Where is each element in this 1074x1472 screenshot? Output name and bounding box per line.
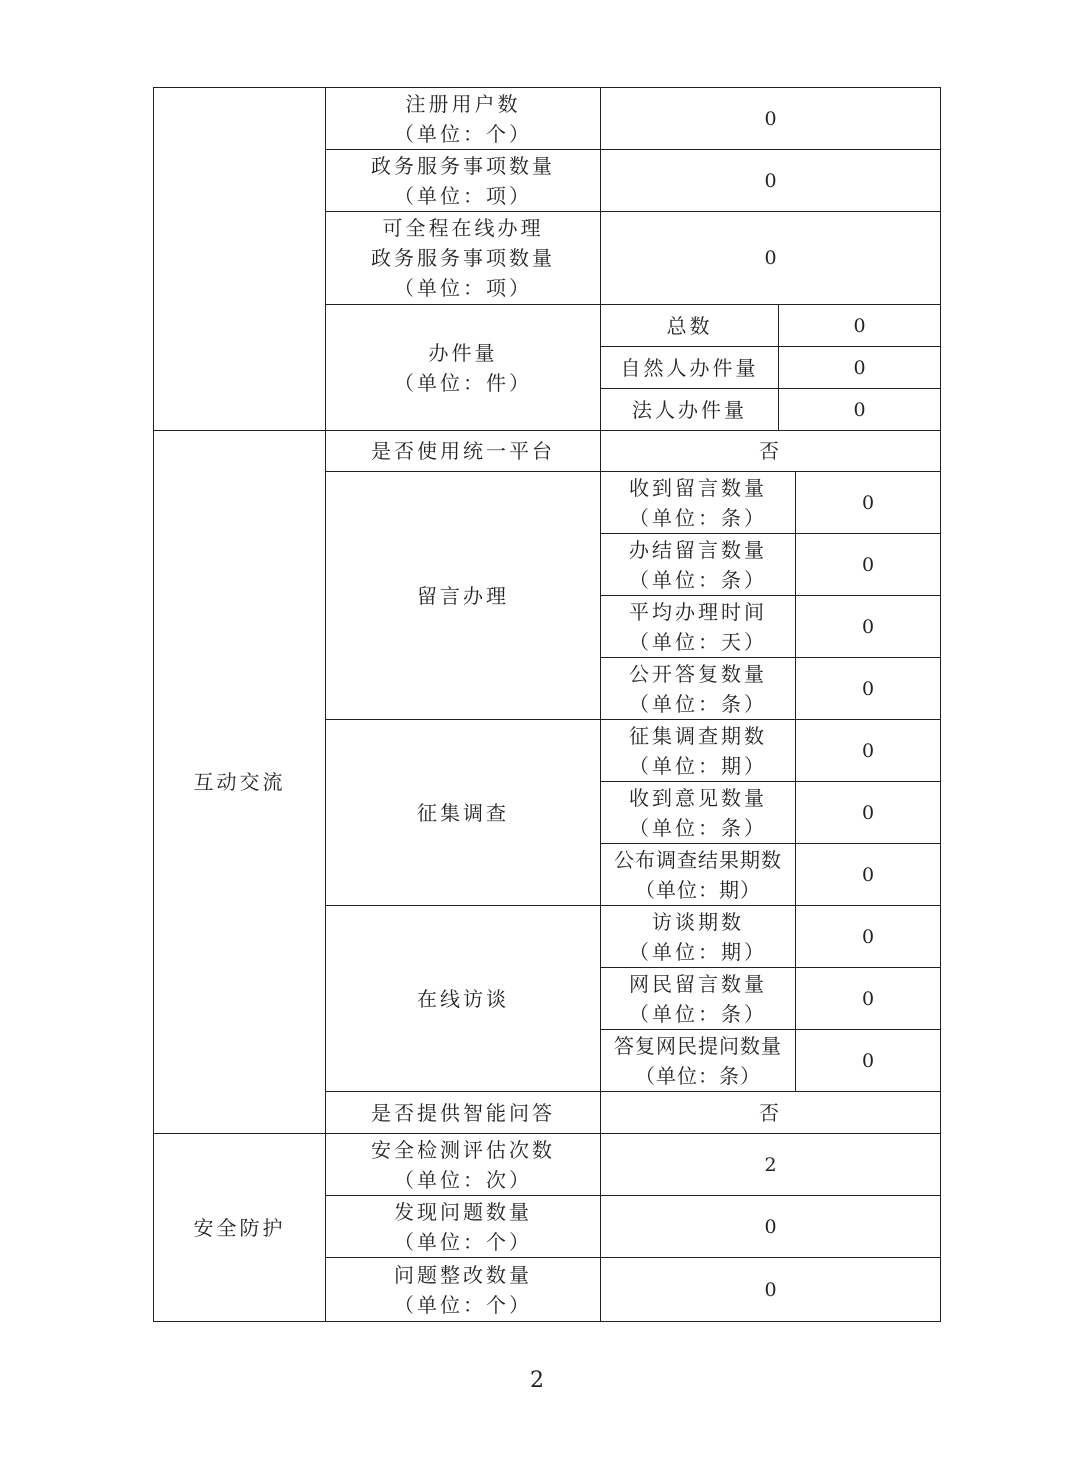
label-line: 收到意见数量 xyxy=(629,785,767,810)
messages-label: 留言办理 xyxy=(417,583,509,608)
handling-legal-value: 0 xyxy=(853,398,866,421)
label-line: 公开答复数量 xyxy=(629,661,767,686)
label-line: 公布调查结果期数 xyxy=(614,847,782,872)
label-line: 政务服务事项数量 xyxy=(371,246,555,270)
unit-line: （单位：项） xyxy=(394,276,532,300)
unit-line: （单位：条） xyxy=(635,1063,761,1088)
label-line: 办结留言数量 xyxy=(629,537,767,562)
category-cell-empty xyxy=(154,88,325,430)
service-items-value: 0 xyxy=(764,169,777,192)
label-line: 问题整改数量 xyxy=(394,1262,532,1287)
security-checks-label xyxy=(326,1134,600,1195)
messages-public-replies-label xyxy=(601,658,795,719)
messages-received-label xyxy=(601,472,795,533)
survey-opinions-label xyxy=(601,782,795,843)
unit-line: （单位：条） xyxy=(629,815,767,840)
survey-results-value: 0 xyxy=(861,863,875,886)
unit-line: （单位：期） xyxy=(629,753,767,778)
interview-messages-label xyxy=(601,968,795,1029)
label-line: 收到留言数量 xyxy=(629,475,767,500)
interview-label: 在线访谈 xyxy=(417,986,509,1011)
unit-line: （单位：个） xyxy=(394,121,532,146)
table-border-bottom xyxy=(153,1321,941,1322)
problems-fixed-value: 0 xyxy=(764,1278,777,1301)
label-line: 可全程在线办理 xyxy=(382,216,544,240)
label-line: 发现问题数量 xyxy=(394,1199,532,1224)
handling-label xyxy=(326,305,600,430)
unit-line: （单位：条） xyxy=(629,505,767,530)
problems-found-value: 0 xyxy=(764,1215,777,1238)
problems-found-label xyxy=(326,1196,600,1257)
label-line: 答复网民提问数量 xyxy=(614,1033,782,1058)
survey-opinions-value: 0 xyxy=(861,801,875,824)
label-line: 访谈期数 xyxy=(652,909,744,934)
problems-fixed-label xyxy=(326,1258,600,1321)
table-border-right xyxy=(940,87,941,1322)
unit-line: （单位：条） xyxy=(629,1001,767,1026)
label-line: 安全检测评估次数 xyxy=(371,1137,555,1162)
unit-line: （单位：条） xyxy=(629,567,767,592)
online-items-value: 0 xyxy=(764,247,777,269)
label-line: 注册用户数 xyxy=(405,91,521,116)
unified-platform-label: 是否使用统一平台 xyxy=(371,439,555,463)
unit-line: （单位：次） xyxy=(394,1167,532,1192)
smart-qa-label: 是否提供智能问答 xyxy=(371,1100,555,1125)
messages-avg-time-value: 0 xyxy=(861,615,875,638)
survey-results-label xyxy=(601,844,795,905)
unified-platform-value: 否 xyxy=(759,439,782,463)
handling-natural-label: 自然人办件量 xyxy=(620,355,759,380)
label-line: 征集调查期数 xyxy=(629,723,767,748)
handling-total-label: 总数 xyxy=(666,313,713,338)
survey-label: 征集调查 xyxy=(417,800,509,825)
handling-legal-label: 法人办件量 xyxy=(632,397,747,422)
messages-received-value: 0 xyxy=(861,491,875,514)
survey-periods-label xyxy=(601,720,795,781)
service-items-label xyxy=(326,150,600,211)
registered-users-label xyxy=(326,88,600,149)
unit-line: （单位：期） xyxy=(629,939,767,964)
interview-replies-label xyxy=(601,1030,795,1091)
handling-natural-value: 0 xyxy=(853,356,866,379)
unit-line: （单位：个） xyxy=(394,1229,532,1254)
interview-periods-label xyxy=(601,906,795,967)
unit-line: （单位：项） xyxy=(394,183,532,208)
messages-public-replies-value: 0 xyxy=(861,677,875,700)
unit-line: （单位：期） xyxy=(635,877,761,902)
online-items-label xyxy=(326,212,600,304)
unit-line: （单位：件） xyxy=(394,370,532,395)
unit-line: （单位：天） xyxy=(629,629,767,654)
category-interaction: 互动交流 xyxy=(193,770,286,794)
registered-users-value: 0 xyxy=(764,107,777,130)
label-line: 办件量 xyxy=(428,340,498,365)
label-line: 平均办理时间 xyxy=(629,599,767,624)
messages-avg-time-label xyxy=(601,596,795,657)
label-line: 网民留言数量 xyxy=(629,971,767,996)
label-line: 政务服务事项数量 xyxy=(371,153,555,178)
page-number: 2 xyxy=(530,1368,544,1393)
interview-messages-value: 0 xyxy=(861,987,875,1010)
handling-total-value: 0 xyxy=(853,314,866,337)
interview-periods-value: 0 xyxy=(861,925,875,948)
messages-closed-label xyxy=(601,534,795,595)
survey-periods-value: 0 xyxy=(861,739,875,762)
messages-closed-value: 0 xyxy=(861,553,875,576)
category-security: 安全防护 xyxy=(193,1215,286,1240)
interview-replies-value: 0 xyxy=(861,1049,875,1072)
unit-line: （单位：个） xyxy=(394,1292,532,1317)
unit-line: （单位：条） xyxy=(629,691,767,716)
security-checks-value: 2 xyxy=(764,1153,777,1176)
smart-qa-value: 否 xyxy=(759,1100,782,1125)
